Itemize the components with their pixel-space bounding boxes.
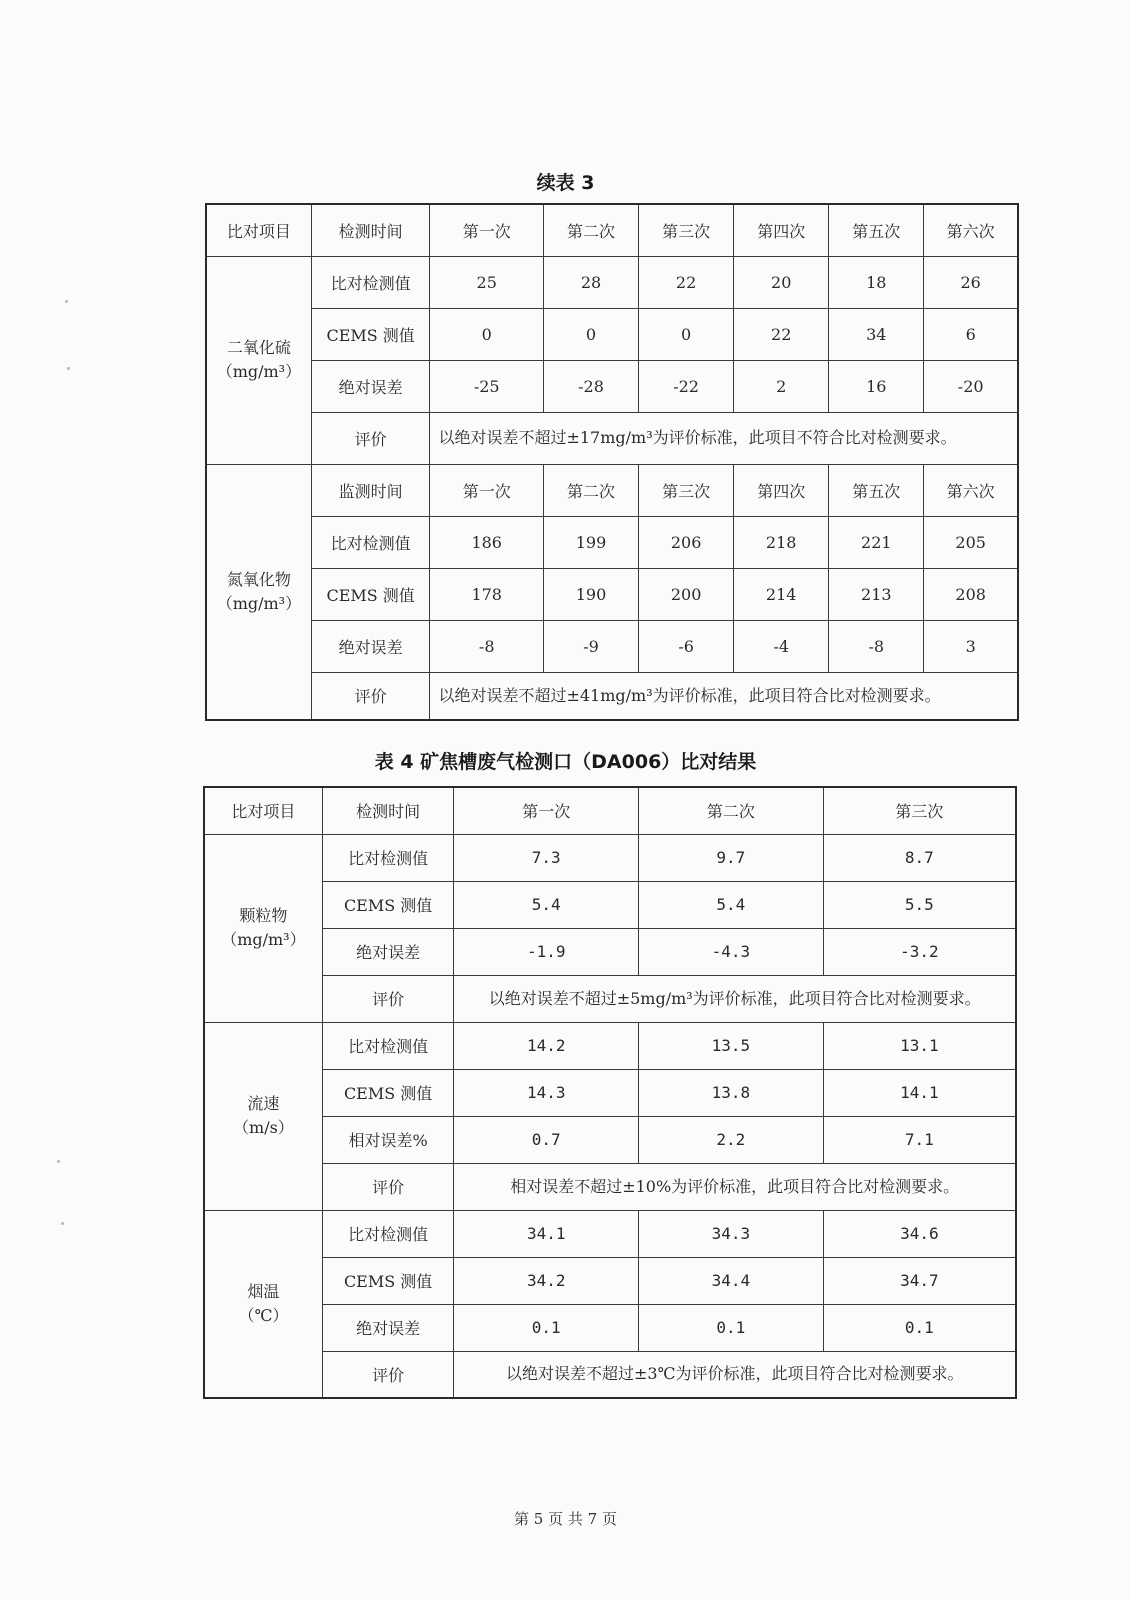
row-label: 绝对误差 bbox=[311, 360, 430, 412]
value-cell: 34 bbox=[829, 308, 924, 360]
row-label: 比对检测值 bbox=[322, 1022, 454, 1069]
value-cell: 34.7 bbox=[823, 1257, 1016, 1304]
item-unit: （m/s） bbox=[233, 1118, 294, 1137]
value-cell: -25 bbox=[430, 360, 544, 412]
value-cell: -20 bbox=[924, 360, 1018, 412]
value-cell: 13.8 bbox=[639, 1069, 824, 1116]
value-cell: 26 bbox=[924, 256, 1018, 308]
header-cell: 比对项目 bbox=[206, 204, 311, 256]
value-cell: -1.9 bbox=[454, 928, 639, 975]
table-header-row bbox=[206, 204, 1018, 256]
table-row bbox=[204, 881, 1016, 928]
value-cell: -6 bbox=[639, 620, 734, 672]
value-cell: -4 bbox=[734, 620, 829, 672]
value-cell: 2.2 bbox=[639, 1116, 824, 1163]
table-row bbox=[206, 516, 1018, 568]
item-unit: （℃） bbox=[238, 1305, 289, 1325]
value-cell: 14.3 bbox=[454, 1069, 639, 1116]
header-cell: 第五次 bbox=[829, 204, 924, 256]
item-name: 烟温 bbox=[247, 1281, 280, 1301]
table-row bbox=[204, 1257, 1016, 1304]
header-cell: 第六次 bbox=[924, 464, 1018, 516]
item-name: 氮氧化物 bbox=[226, 569, 291, 589]
row-label: 比对检测值 bbox=[311, 256, 430, 308]
table-row bbox=[206, 568, 1018, 620]
value-cell: 0 bbox=[543, 308, 638, 360]
value-cell: -28 bbox=[543, 360, 638, 412]
eval-text: 以绝对误差不超过±3℃为评价标准，此项目符合比对检测要求。 bbox=[454, 1351, 1016, 1398]
row-label: 绝对误差 bbox=[322, 1304, 454, 1351]
eval-label: 评价 bbox=[311, 672, 430, 720]
item-cell-velocity bbox=[204, 1022, 322, 1210]
value-cell: 214 bbox=[734, 568, 829, 620]
value-cell: 213 bbox=[829, 568, 924, 620]
eval-text: 以绝对误差不超过±41mg/m³为评价标准，此项目符合比对检测要求。 bbox=[430, 672, 1018, 720]
table-row bbox=[204, 1069, 1016, 1116]
row-label: 比对检测值 bbox=[322, 834, 454, 881]
table-row bbox=[204, 975, 1016, 1022]
value-cell: 0.1 bbox=[823, 1304, 1016, 1351]
value-cell: 205 bbox=[924, 516, 1018, 568]
value-cell: 18 bbox=[829, 256, 924, 308]
value-cell: 8.7 bbox=[823, 834, 1016, 881]
item-unit: （mg/m³） bbox=[221, 930, 306, 949]
value-cell: 34.3 bbox=[639, 1210, 824, 1257]
value-cell: 7.1 bbox=[823, 1116, 1016, 1163]
row-label: 绝对误差 bbox=[311, 620, 430, 672]
table-row bbox=[204, 834, 1016, 881]
value-cell: 206 bbox=[639, 516, 734, 568]
header-cell: 第三次 bbox=[823, 787, 1016, 834]
value-cell: 25 bbox=[430, 256, 544, 308]
row-label: 比对检测值 bbox=[311, 516, 430, 568]
scan-speck bbox=[65, 300, 68, 303]
table-row bbox=[204, 1351, 1016, 1398]
table-row bbox=[204, 928, 1016, 975]
eval-label: 评价 bbox=[322, 975, 454, 1022]
table-row bbox=[206, 360, 1018, 412]
row-label: CEMS 测值 bbox=[311, 568, 430, 620]
scan-speck bbox=[67, 367, 70, 370]
value-cell: -4.3 bbox=[639, 928, 824, 975]
table-row bbox=[206, 464, 1018, 516]
header-cell: 第一次 bbox=[430, 464, 544, 516]
header-cell: 第一次 bbox=[454, 787, 639, 834]
eval-label: 评价 bbox=[322, 1351, 454, 1398]
value-cell: 5.4 bbox=[639, 881, 824, 928]
header-cell: 第一次 bbox=[430, 204, 544, 256]
value-cell: 178 bbox=[430, 568, 544, 620]
value-cell: 186 bbox=[430, 516, 544, 568]
row-label: 监测时间 bbox=[311, 464, 430, 516]
value-cell: 5.4 bbox=[454, 881, 639, 928]
value-cell: 200 bbox=[639, 568, 734, 620]
table4 bbox=[203, 786, 1017, 1399]
value-cell: 7.3 bbox=[454, 834, 639, 881]
value-cell: 3 bbox=[924, 620, 1018, 672]
table-row bbox=[204, 1022, 1016, 1069]
value-cell: -8 bbox=[430, 620, 544, 672]
row-label: CEMS 测值 bbox=[322, 1069, 454, 1116]
eval-text: 以绝对误差不超过±5mg/m³为评价标准，此项目符合比对检测要求。 bbox=[454, 975, 1016, 1022]
header-cell: 第二次 bbox=[543, 464, 638, 516]
value-cell: 34.6 bbox=[823, 1210, 1016, 1257]
table-row bbox=[204, 1210, 1016, 1257]
table-row bbox=[206, 412, 1018, 464]
item-name: 颗粒物 bbox=[239, 906, 288, 925]
value-cell: 9.7 bbox=[639, 834, 824, 881]
value-cell: 0.1 bbox=[454, 1304, 639, 1351]
row-label: CEMS 测值 bbox=[322, 881, 454, 928]
value-cell: 14.2 bbox=[454, 1022, 639, 1069]
value-cell: 13.1 bbox=[823, 1022, 1016, 1069]
value-cell: 34.4 bbox=[639, 1257, 824, 1304]
eval-label: 评价 bbox=[311, 412, 430, 464]
eval-text: 以绝对误差不超过±17mg/m³为评价标准，此项目不符合比对检测要求。 bbox=[430, 412, 1018, 464]
eval-text: 相对误差不超过±10%为评价标准，此项目符合比对检测要求。 bbox=[454, 1163, 1016, 1210]
header-cell: 第二次 bbox=[639, 787, 824, 834]
value-cell: 22 bbox=[639, 256, 734, 308]
value-cell: 16 bbox=[829, 360, 924, 412]
header-cell: 第四次 bbox=[734, 204, 829, 256]
row-label: CEMS 测值 bbox=[311, 308, 430, 360]
header-cell: 第五次 bbox=[829, 464, 924, 516]
table4-title: 表 4 矿焦槽废气检测口（DA006）比对结果 bbox=[374, 751, 757, 773]
value-cell: 190 bbox=[543, 568, 638, 620]
eval-label: 评价 bbox=[322, 1163, 454, 1210]
table-row bbox=[204, 1116, 1016, 1163]
row-label: CEMS 测值 bbox=[322, 1257, 454, 1304]
header-cell: 第三次 bbox=[639, 464, 734, 516]
value-cell: 0 bbox=[430, 308, 544, 360]
value-cell: 208 bbox=[924, 568, 1018, 620]
table-row bbox=[206, 256, 1018, 308]
table3-title: 续表 3 bbox=[536, 172, 595, 194]
item-cell-so2 bbox=[206, 256, 311, 464]
table-row bbox=[204, 1304, 1016, 1351]
value-cell: 0 bbox=[639, 308, 734, 360]
value-cell: -9 bbox=[543, 620, 638, 672]
value-cell: -8 bbox=[829, 620, 924, 672]
value-cell: 2 bbox=[734, 360, 829, 412]
value-cell: 0.1 bbox=[639, 1304, 824, 1351]
table-row bbox=[206, 308, 1018, 360]
value-cell: 221 bbox=[829, 516, 924, 568]
value-cell: 22 bbox=[734, 308, 829, 360]
table-row bbox=[206, 620, 1018, 672]
table-row bbox=[204, 1163, 1016, 1210]
header-cell: 检测时间 bbox=[311, 204, 430, 256]
table-header-row bbox=[204, 787, 1016, 834]
row-label: 相对误差% bbox=[322, 1116, 454, 1163]
scan-speck bbox=[61, 1222, 64, 1225]
value-cell: 14.1 bbox=[823, 1069, 1016, 1116]
item-cell-temperature bbox=[204, 1210, 322, 1398]
value-cell: -3.2 bbox=[823, 928, 1016, 975]
row-label: 比对检测值 bbox=[322, 1210, 454, 1257]
table3 bbox=[205, 203, 1019, 721]
table-row bbox=[206, 672, 1018, 720]
value-cell: 34.1 bbox=[454, 1210, 639, 1257]
item-unit: （mg/m³） bbox=[216, 593, 302, 613]
page-footer: 第 5 页 共 7 页 bbox=[514, 1510, 617, 1528]
value-cell: 218 bbox=[734, 516, 829, 568]
value-cell: 13.5 bbox=[639, 1022, 824, 1069]
item-name: 流速 bbox=[247, 1094, 280, 1113]
value-cell: 0.7 bbox=[454, 1116, 639, 1163]
item-cell-particulate bbox=[204, 834, 322, 1022]
header-cell: 第四次 bbox=[734, 464, 829, 516]
value-cell: -22 bbox=[639, 360, 734, 412]
item-unit: （mg/m³） bbox=[216, 362, 302, 381]
value-cell: 199 bbox=[543, 516, 638, 568]
row-label: 绝对误差 bbox=[322, 928, 454, 975]
value-cell: 20 bbox=[734, 256, 829, 308]
header-cell: 检测时间 bbox=[322, 787, 454, 834]
value-cell: 28 bbox=[543, 256, 638, 308]
item-cell-nox bbox=[206, 464, 311, 720]
header-cell: 第三次 bbox=[639, 204, 734, 256]
header-cell: 第二次 bbox=[543, 204, 638, 256]
value-cell: 5.5 bbox=[823, 881, 1016, 928]
scan-speck bbox=[57, 1160, 60, 1163]
header-cell: 第六次 bbox=[924, 204, 1018, 256]
item-name: 二氧化硫 bbox=[226, 338, 291, 357]
value-cell: 34.2 bbox=[454, 1257, 639, 1304]
header-cell: 比对项目 bbox=[204, 787, 322, 834]
value-cell: 6 bbox=[924, 308, 1018, 360]
